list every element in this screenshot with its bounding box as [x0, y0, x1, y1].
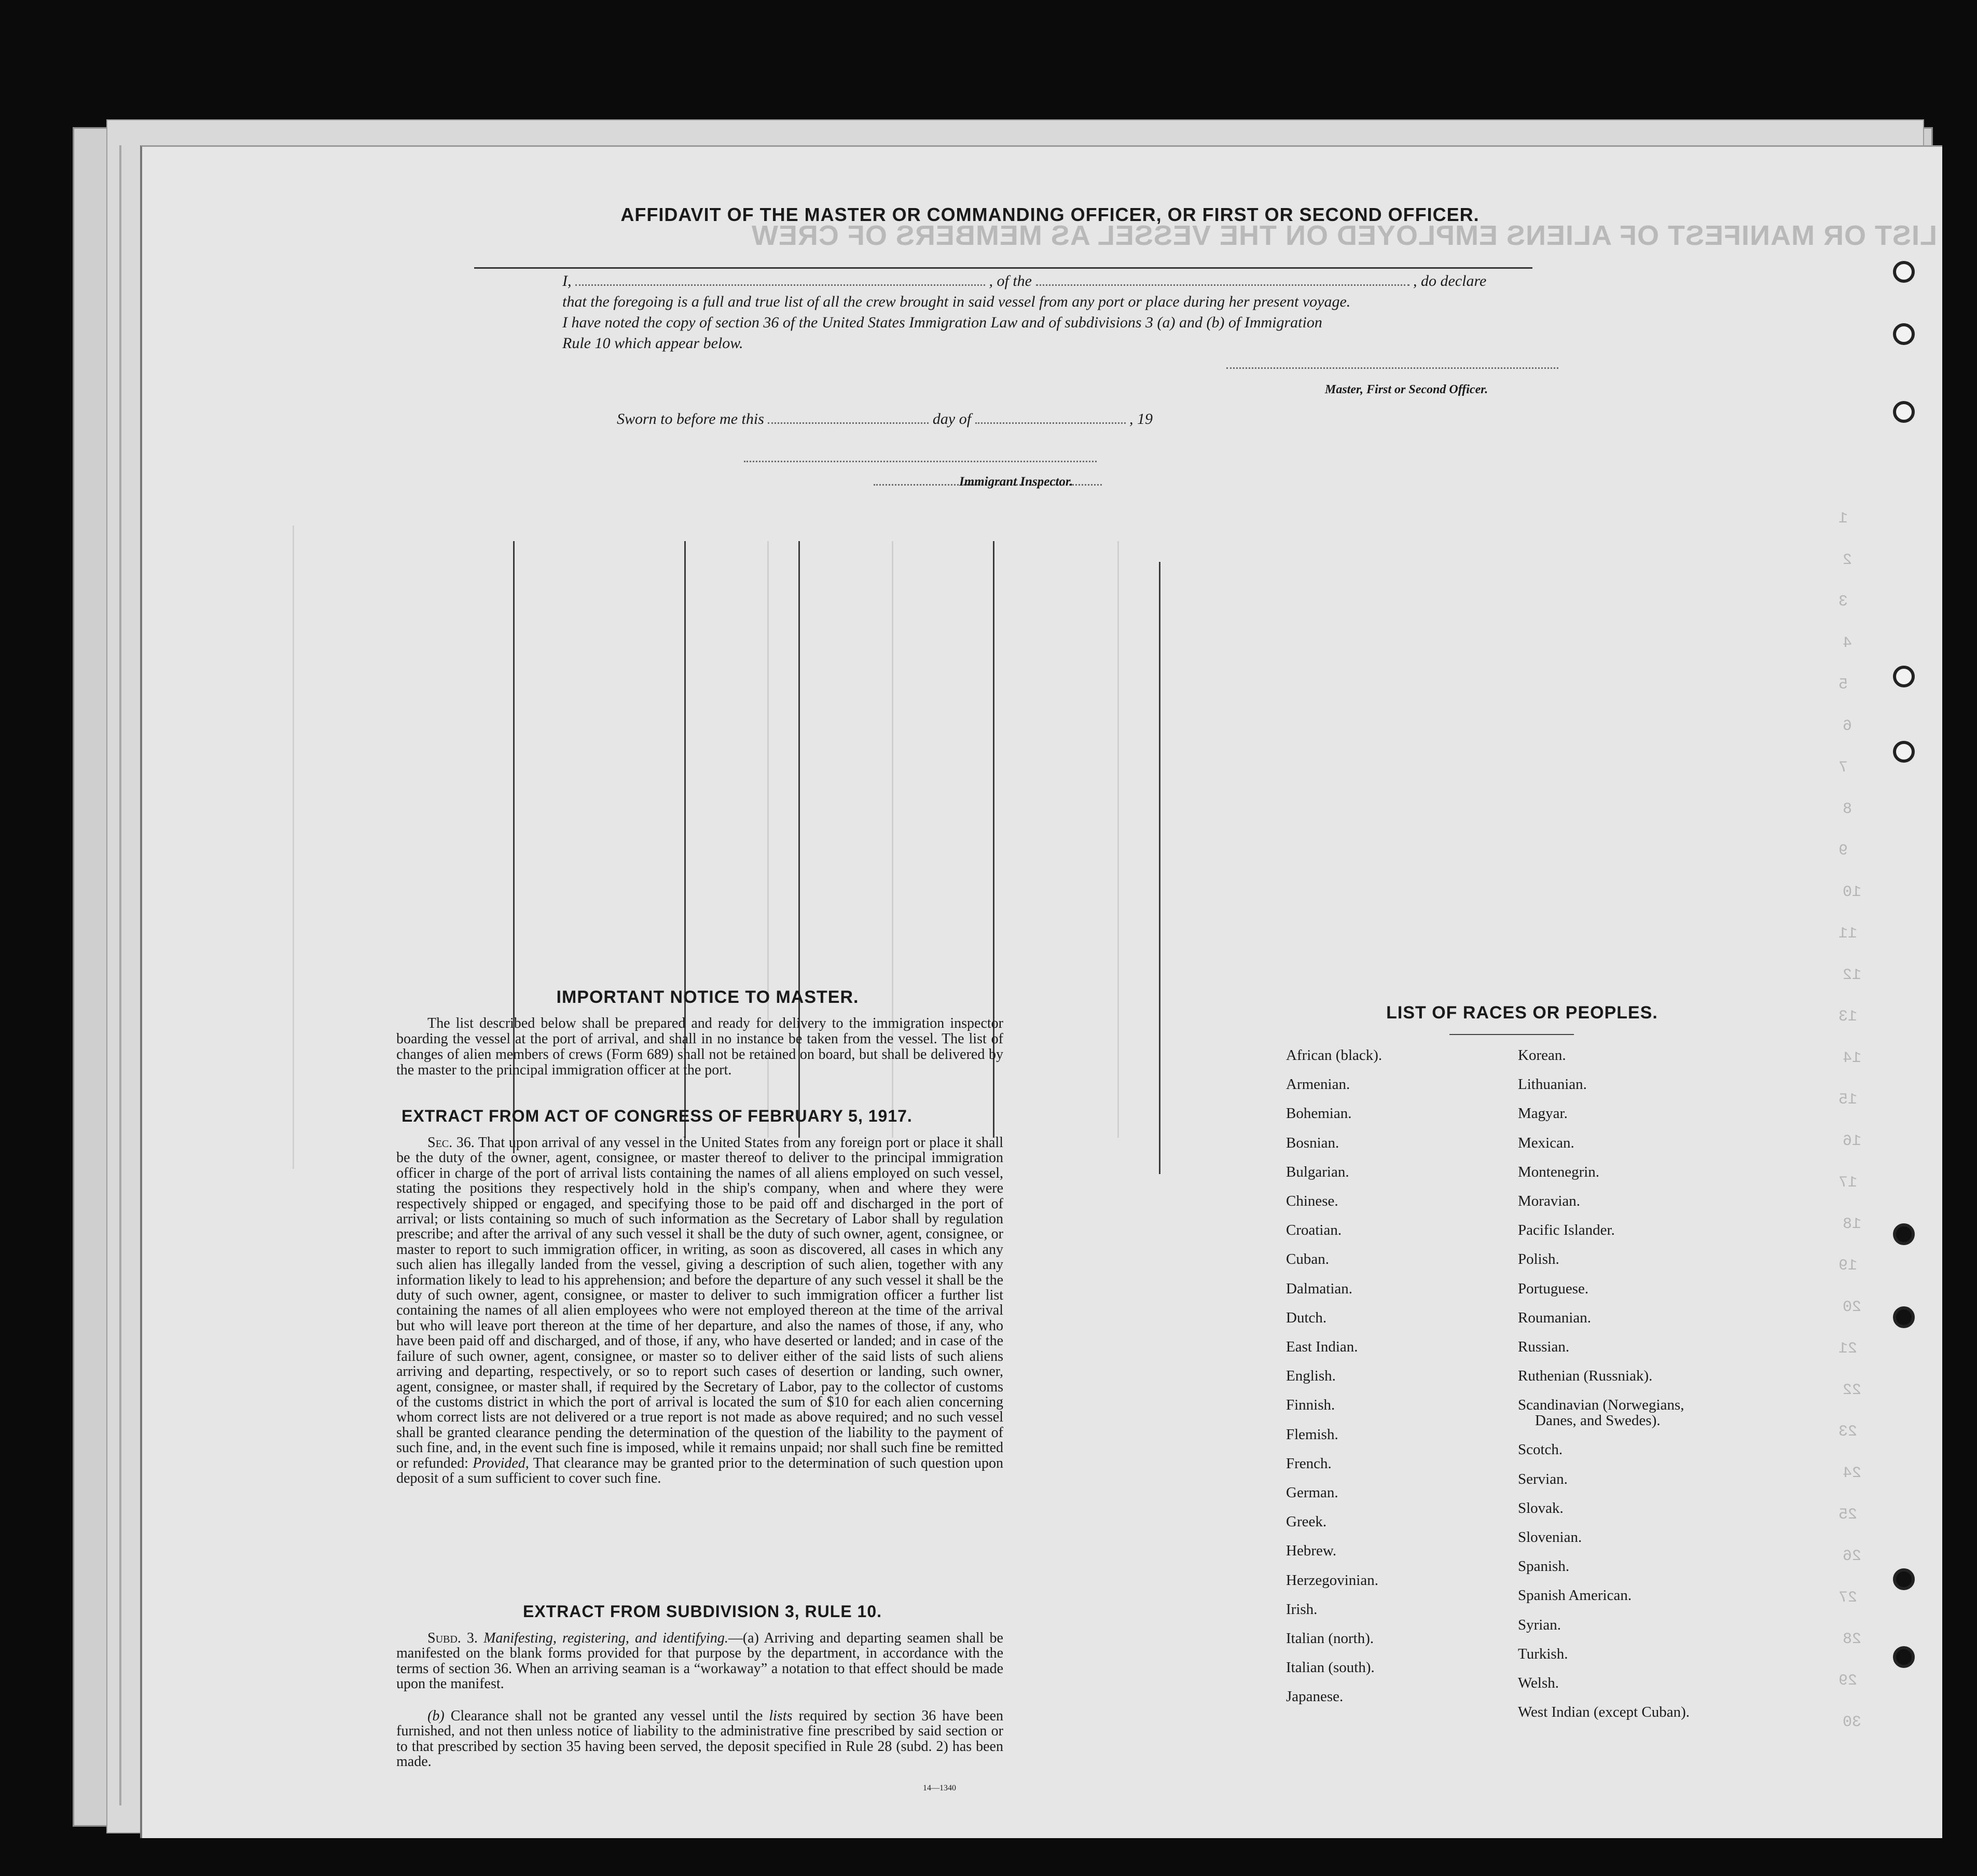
bleed-column-line: [293, 526, 294, 1169]
race-item: Scandinavian (Norwegians,: [1518, 1397, 1684, 1414]
bleed-row-number: 1: [1838, 510, 1848, 528]
race-item: Mexican.: [1518, 1134, 1574, 1151]
race-item: East Indian.: [1286, 1339, 1358, 1355]
sworn-text: Sworn to before me this: [617, 410, 764, 427]
race-item: Dutch.: [1286, 1309, 1327, 1326]
bleed-row-number: 19: [1838, 1257, 1858, 1275]
race-item: Italian (south).: [1286, 1659, 1375, 1676]
bleed-row-number: 12: [1843, 967, 1862, 984]
race-item: Russian.: [1518, 1339, 1570, 1355]
race-item: Danes, and Swedes).: [1535, 1412, 1661, 1429]
bleed-row-number: 7: [1838, 759, 1848, 777]
bleed-row-number: 21: [1838, 1340, 1858, 1358]
rule-subd-b-lead: (b): [427, 1708, 445, 1724]
act-section-body: That upon arrival of any vessel in the United States from any foreign port or place it shall be the duty of the owner, agent, consignee, or master thereof to deliver to the principal immigration officer in charge of the port of arrival lists containing the names of all aliens employed on such vessel, stating the positions they respectively hold in the ship's company, when and where they were respectively shipped or engaged, and specifying those to be paid off and discharged in the port of arrival; or lists containing so much of such information as the Secretary of Labor shall by regulation prescribe; and after the arrival of any such vessel it shall be the duty of such owner, agent, consignee, or master to report to such immigration officer, in writing, as soon as discovered, all cases in which any such alien has illegally landed from the vessel, giving a description of such alien, together with any information likely to lead to his apprehension; and before the departure of any such vessel it shall be the duty of such owner, agent, consignee, or master to deliver to such immigration officer a further list containing the names of all alien employees who were not employed thereon at the time of the arrival but who will leave port thereon at the time of her departure, and also the names of those, if any, who have been paid off and discharged, and of those, if any, who have deserted or landed; and in case of the failure of such owner, agent, consignee, or master so to deliver either of the said lists of such aliens arriving and departing, respectively, or so to report such cases of desertion or landing, such owner, agent, consignee, or master shall, if required by the Secretary of Labor, pay to the collector of customs of the customs district in which the port of arrival is located the sum of $10 for each alien concerning whom correct lists are not delivered or a true report is not made as above required; and no such vessel shall be granted clearance pending the determination of the question of the liability to the payment of such fine, and, in the event such fine is imposed, while it remains unpaid; nor shall such fine be remitted or refunded:: [396, 1135, 1003, 1471]
vessel-name-field[interactable]: [1036, 284, 1409, 286]
bleed-row-number: 27: [1838, 1589, 1858, 1607]
sworn-day-of: day of: [932, 410, 972, 427]
race-item: Syrian.: [1518, 1616, 1561, 1633]
bleed-row-number: 5: [1838, 676, 1848, 694]
affidavit-line-1: that the foregoing is a full and true list of all the crew brought in said vessel from any port or place during her present voyage.: [562, 293, 1351, 310]
rule-extract-title: EXTRACT FROM SUBDIVISION 3, RULE 10.: [522, 1602, 882, 1621]
affidavit-declaration-line: [562, 272, 1704, 290]
rule-subd-heading: Manifesting, registering, and identifying.: [483, 1630, 728, 1646]
binder-hole: [1893, 1306, 1915, 1328]
race-item: Turkish.: [1518, 1645, 1568, 1662]
race-item: Scotch.: [1518, 1441, 1563, 1458]
bleed-row-number: 15: [1838, 1091, 1858, 1109]
race-item: Montenegrin.: [1518, 1163, 1600, 1180]
rule-subd-b-text: [396, 1708, 1003, 1770]
bleed-row-number: 17: [1838, 1174, 1858, 1192]
bleed-row-number: 20: [1843, 1299, 1862, 1316]
binder-hole: [1893, 1223, 1915, 1245]
race-item: Pacific Islander.: [1518, 1222, 1615, 1239]
races-title: LIST OF RACES OR PEOPLES.: [1386, 1003, 1658, 1023]
bleed-row-number: 25: [1838, 1506, 1858, 1524]
bleed-row-number: 9: [1838, 842, 1848, 860]
bleed-row-number: 16: [1843, 1133, 1862, 1150]
races-title-rule: [1449, 1034, 1574, 1035]
bleed-row-number: 8: [1843, 801, 1852, 818]
sworn-year: , 19: [1129, 410, 1153, 427]
notice-title: IMPORTANT NOTICE TO MASTER.: [556, 987, 859, 1007]
rule-subd-b-body-1: Clearance shall not be granted any vessel until the: [450, 1708, 763, 1724]
bleed-row-number: 2: [1843, 551, 1852, 569]
bleed-row-number: 23: [1838, 1423, 1858, 1441]
bleed-row-number: 4: [1843, 634, 1852, 652]
notice-text: The list described below shall be prepared and ready for delivery to the immigration inspector boarding the vessel at the port of arrival, and shall in no instance be taken from the vessel. The list of changes of alien members of crews (Form 689) shall not be retained on board, but shall be delivered by the master to the principal immigration officer at the port.: [396, 1015, 1003, 1078]
bleed-row-number: 13: [1838, 1008, 1858, 1026]
act-extract-title: EXTRACT FROM ACT OF CONGRESS OF FEBRUARY 5, 1917.: [402, 1107, 913, 1125]
act-extract-text: [396, 1135, 1003, 1486]
affidavit-declare: , do declare: [1413, 272, 1487, 289]
race-item: Lithuanian.: [1518, 1076, 1587, 1093]
race-item: Slovenian.: [1518, 1529, 1582, 1546]
master-signature-label: Master, First or Second Officer.: [1325, 383, 1488, 396]
act-proviso-word: Provided,: [473, 1455, 529, 1471]
title-rule: [474, 267, 1532, 269]
rule-subd-b-lists: lists: [769, 1708, 793, 1724]
act-proviso-text: That clearance may be granted prior to the determination of such question upon deposit of a sum sufficient to cover such fine.: [396, 1455, 1004, 1486]
bleed-row-number: 30: [1843, 1714, 1862, 1731]
race-item: French.: [1286, 1455, 1332, 1472]
binder-hole: [1893, 741, 1915, 763]
bleed-row-number: 29: [1838, 1672, 1858, 1690]
bleed-row-number: 11: [1838, 925, 1858, 943]
race-item: Bohemian.: [1286, 1105, 1352, 1122]
affidavit-line-2: I have noted the copy of section 36 of the United States Immigration Law and of subdivisions 3 (a) and (b) of Immigration: [562, 314, 1322, 331]
bleed-column-line: [1159, 562, 1160, 1174]
rule-subd-a-body: —(a) Arriving and departing seamen shall be manifested on the blank forms provided for that purpose by the department, in accordance with the terms of section 36. When an arriving seaman is a “workaway” a notation to that effect should be made upon the manifest.: [396, 1630, 1003, 1692]
bleed-row-number: 10: [1843, 884, 1862, 901]
race-item: Dalmatian.: [1286, 1280, 1353, 1297]
race-item: German.: [1286, 1484, 1338, 1501]
race-item: Hebrew.: [1286, 1542, 1337, 1560]
bleed-row-number: 6: [1843, 718, 1852, 735]
rule-subd-b-body-2: required by section 36 have been furnished, and not then unless notice of liability to the administrative fine prescribed by said section or to that prescribed by section 35 having been served, the deposit specified in Rule 28 (subd. 2) has been made.: [396, 1708, 1004, 1770]
race-item: Irish.: [1286, 1601, 1318, 1618]
race-item: Spanish American.: [1518, 1587, 1632, 1604]
race-item: African (black).: [1286, 1047, 1382, 1064]
race-item: Italian (north).: [1286, 1630, 1374, 1647]
master-signature-field[interactable]: [1226, 367, 1558, 369]
bleed-column-line: [1117, 541, 1119, 1138]
binder-hole: [1893, 401, 1915, 423]
bleed-row-number: 3: [1838, 593, 1848, 611]
race-item: Magyar.: [1518, 1105, 1568, 1122]
race-item: Chinese.: [1286, 1193, 1338, 1209]
binder-hole: [1893, 1568, 1915, 1590]
race-item: Bosnian.: [1286, 1134, 1339, 1151]
race-item: Roumanian.: [1518, 1309, 1591, 1326]
race-item: Cuban.: [1286, 1251, 1329, 1268]
sworn-line: [617, 410, 1395, 428]
race-item: Moravian.: [1518, 1193, 1580, 1209]
sworn-month-field[interactable]: [975, 422, 1126, 424]
form-number: 14—1340: [923, 1784, 956, 1792]
race-item: West Indian (except Cuban).: [1518, 1704, 1690, 1721]
bleed-row-number: 28: [1843, 1631, 1862, 1648]
binder-hole: [1893, 666, 1915, 687]
rule-subd-lead: Subd. 3.: [427, 1630, 478, 1646]
manifest-page: [140, 145, 1942, 1838]
act-section-lead: Sec. 36.: [427, 1135, 475, 1151]
race-item: Greek.: [1286, 1513, 1327, 1530]
affidavit-of-the: , of the: [989, 272, 1032, 289]
race-item: Flemish.: [1286, 1426, 1338, 1443]
race-item: Armenian.: [1286, 1076, 1350, 1093]
race-item: Servian.: [1518, 1470, 1568, 1487]
race-item: Spanish.: [1518, 1558, 1570, 1575]
race-item: Ruthenian (Russniak).: [1518, 1368, 1653, 1385]
bleed-row-number: 18: [1843, 1216, 1862, 1233]
binder-hole: [1893, 323, 1915, 345]
race-item: English.: [1286, 1368, 1336, 1385]
race-item: Polish.: [1518, 1251, 1559, 1268]
affidavit-line-3: Rule 10 which appear below.: [562, 335, 743, 352]
race-item: Portuguese.: [1518, 1280, 1589, 1297]
race-item: Croatian.: [1286, 1222, 1342, 1239]
bleed-through-title: LIST OR MANIFEST OF ALIENS EMPLOYED ON THE VESSEL AS MEMBERS OF CREW: [751, 220, 1937, 251]
bleed-row-number: 24: [1843, 1465, 1862, 1482]
affidavit-title: AFFIDAVIT OF THE MASTER OR COMMANDING OFFICER, OR FIRST OR SECOND OFFICER.: [620, 204, 1480, 225]
race-item: Finnish.: [1286, 1397, 1335, 1414]
bleed-row-number: 26: [1843, 1548, 1862, 1565]
bleed-row-number: 22: [1843, 1382, 1862, 1399]
inspector-signature-field[interactable]: [744, 461, 1097, 462]
rule-subd-a-text: [396, 1631, 1003, 1692]
race-item: Welsh.: [1518, 1675, 1559, 1691]
race-item: Korean.: [1518, 1047, 1566, 1064]
race-item: Slovak.: [1518, 1499, 1564, 1516]
binder-hole: [1893, 1646, 1915, 1668]
race-item: Japanese.: [1286, 1688, 1344, 1705]
declarant-name-field[interactable]: [575, 284, 985, 286]
margin-rule: [119, 145, 121, 1805]
race-item: Bulgarian.: [1286, 1163, 1349, 1180]
race-item: Herzegovinian.: [1286, 1571, 1378, 1589]
binder-hole: [1893, 261, 1915, 283]
inspector-label: Immigrant Inspector.: [959, 475, 1073, 489]
sworn-day-field[interactable]: [768, 422, 929, 424]
bleed-row-number: 14: [1843, 1050, 1862, 1067]
affidavit-i: I,: [562, 272, 572, 289]
